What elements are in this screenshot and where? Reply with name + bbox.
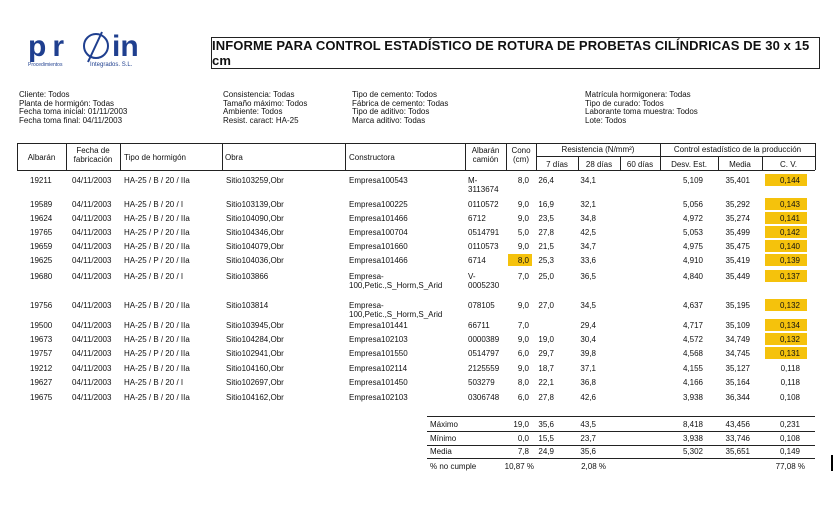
cell-tipo: HA-25 / B / 20 / IIa (124, 393, 190, 402)
cell-7dias: 25,0 (538, 272, 554, 281)
cell-cono: 8,0 (517, 256, 529, 265)
filter-text: Cliente: Todos (19, 90, 70, 99)
cell-camion: 0000389 (468, 335, 500, 344)
cell-28dias: 34,8 (580, 214, 596, 223)
company-logo (28, 28, 168, 78)
filter-group-2 (223, 91, 307, 125)
cell-albaran: 19765 (30, 228, 53, 237)
summary-7dias: 24,9 (538, 447, 554, 456)
cell-media: 35,292 (725, 200, 750, 209)
column-header-albaran_camion: Albarán camión (471, 146, 500, 164)
cell-fecha: 04/11/2003 (72, 301, 112, 310)
cell-obra: Sitio104090,Obr (226, 214, 284, 223)
cell-obra: Sitio104284,Obr (226, 335, 284, 344)
cell-desv: 4,910 (682, 256, 703, 265)
cell-cv: 0,132 (779, 301, 800, 310)
cell-constructora: Empresa101660 (349, 242, 408, 251)
filter-text: Marca aditivo: Todas (352, 115, 426, 125)
filter-text: Tipo de curado: Todos (585, 98, 664, 108)
cell-obra: Sitio102697,Obr (226, 378, 284, 387)
cell-camion: V- 0005230 (468, 272, 500, 290)
cell-cono: 6,0 (517, 393, 529, 402)
table-rule (427, 416, 815, 417)
cell-tipo: HA-25 / B / 20 / I (124, 200, 184, 209)
cell-tipo: HA-25 / B / 20 / I (124, 378, 184, 387)
cell-media: 34,749 (725, 335, 750, 344)
report-title-text: INFORME PARA CONTROL ESTADÍSTICO DE ROTURA DE PROBETAS CILÍNDRICAS DE 30 x 15 cm (212, 38, 810, 68)
cell-7dias: 21,5 (538, 242, 554, 251)
cell-cono: 7,0 (517, 272, 529, 281)
cell-constructora: Empresa102114 (349, 364, 408, 373)
cell-media: 35,419 (725, 256, 750, 265)
cell-fecha: 04/11/2003 (72, 364, 112, 373)
cell-cv: 0,142 (779, 228, 800, 237)
cell-tipo: HA-25 / B / 20 / IIa (124, 214, 190, 223)
cell-fecha: 04/11/2003 (72, 335, 112, 344)
cell-constructora: Empresa100225 (349, 200, 408, 209)
cell-cono: 9,0 (517, 364, 529, 373)
cell-camion: 2125559 (468, 364, 500, 373)
summary-28dias: 35,6 (580, 447, 596, 456)
cell-cv: 0,118 (780, 378, 800, 387)
cell-tipo: HA-25 / P / 20 / IIa (124, 256, 190, 265)
cell-cv: 0,134 (779, 321, 800, 330)
cell-28dias: 34,1 (580, 176, 596, 185)
summary-cono: 19,0 (513, 420, 529, 429)
svg-text:in: in (112, 30, 139, 63)
cell-obra: Sitio104346,Obr (226, 228, 284, 237)
cell-tipo: HA-25 / B / 20 / IIa (124, 176, 190, 185)
cell-camion: 66711 (468, 321, 490, 330)
cell-camion: 0110573 (468, 242, 499, 251)
table-rule (17, 170, 815, 171)
cell-tipo: HA-25 / B / 20 / IIa (124, 364, 190, 373)
report-title (211, 37, 820, 69)
column-header-resistencia: Resistencia (N/mm²) (561, 145, 635, 154)
cell-tipo: HA-25 / B / 20 / IIa (124, 301, 190, 310)
filter-text: Resist. caract: HA-25 (223, 115, 299, 125)
cell-desv: 4,166 (682, 378, 703, 387)
cell-28dias: 42,5 (580, 228, 596, 237)
cell-cono: 5,0 (517, 228, 529, 237)
cell-cv: 0,139 (779, 256, 800, 265)
table-rule (427, 431, 815, 432)
cell-tipo: HA-25 / B / 20 / I (124, 272, 184, 281)
table-rule (17, 143, 815, 144)
cell-7dias: 29,7 (538, 349, 554, 358)
summary-cono: 7,8 (517, 447, 529, 456)
column-header-control: Control estadístico de la producción (673, 145, 802, 154)
column-header-fecha: Fecha de fabricación (73, 146, 113, 164)
cell-cono: 8,0 (517, 378, 529, 387)
cell-desv: 4,155 (682, 364, 703, 373)
filter-text: Fábrica de cemento: Todas (352, 98, 449, 108)
cell-camion: 0514791 (468, 228, 500, 237)
cell-7dias: 22,1 (538, 378, 554, 387)
cell-28dias: 32,1 (580, 200, 596, 209)
cell-7dias: 19,0 (538, 335, 554, 344)
cell-obra: Sitio103259,Obr (226, 176, 284, 185)
cell-albaran: 19756 (30, 301, 53, 310)
cell-cv: 0,140 (779, 242, 800, 251)
cell-28dias: 34,7 (580, 242, 596, 251)
svg-text:pr: pr (28, 30, 70, 63)
cell-7dias: 27,0 (538, 301, 554, 310)
filter-group-3 (352, 91, 448, 125)
column-header-cono: Cono (cm) (511, 146, 531, 164)
cell-obra: Sitio103139,Obr (226, 200, 284, 209)
cell-media: 35,127 (725, 364, 750, 373)
cell-constructora: Empresa- 100,Petic.,S_Horm,S_Arid (349, 272, 443, 290)
summary-desv: 3,938 (682, 434, 703, 443)
cell-albaran: 19500 (30, 321, 53, 330)
filter-text: Planta de hormigón: Todas (19, 98, 115, 108)
no-cumple-cono: 10,87 % (504, 462, 534, 471)
cell-cono: 8,0 (517, 176, 529, 185)
cell-7dias: 18,7 (538, 364, 554, 373)
column-header-tipo: Tipo de hormigón (124, 153, 186, 162)
summary-cv: 0,149 (779, 447, 800, 456)
summary-media: 33,746 (725, 434, 750, 443)
cell-constructora: Empresa102103 (349, 393, 408, 402)
summary-media: 43,456 (725, 420, 750, 429)
cell-cono: 9,0 (517, 214, 529, 223)
summary-desv: 5,302 (682, 447, 703, 456)
cell-7dias: 27,8 (538, 228, 554, 237)
cell-28dias: 36,8 (580, 378, 596, 387)
cell-7dias: 26,4 (538, 176, 554, 185)
cell-fecha: 04/11/2003 (72, 321, 112, 330)
cell-desv: 4,975 (682, 242, 703, 251)
cell-desv: 3,938 (682, 393, 703, 402)
cell-albaran: 19659 (30, 242, 53, 251)
cell-cono: 9,0 (517, 242, 529, 251)
cell-camion: 0514797 (468, 349, 500, 358)
cell-media: 34,745 (725, 349, 750, 358)
column-divider (815, 143, 816, 170)
cell-desv: 4,717 (682, 321, 703, 330)
cell-cv: 0,143 (779, 200, 800, 209)
cell-camion: M- 3113674 (468, 176, 499, 194)
cell-media: 35,401 (725, 176, 750, 185)
cell-cono: 9,0 (517, 301, 529, 310)
filter-text: Tamaño máximo: Todos (223, 98, 308, 108)
cell-28dias: 37,1 (580, 364, 596, 373)
cell-constructora: Empresa- 100,Petic.,S_Horm,S_Arid (349, 301, 443, 319)
cell-desv: 4,972 (682, 214, 703, 223)
cell-cv: 0,108 (779, 393, 800, 402)
cell-28dias: 36,5 (580, 272, 596, 281)
cell-obra: Sitio103814 (226, 301, 269, 310)
no-cumple-cv: 77,08 % (775, 462, 805, 471)
cell-albaran: 19757 (30, 349, 53, 358)
cell-albaran: 19680 (30, 272, 53, 281)
summary-media: 35,651 (725, 447, 750, 456)
summary-label: Mínimo (430, 434, 457, 443)
cell-constructora: Empresa102103 (349, 335, 408, 344)
cell-albaran: 19212 (30, 364, 53, 373)
cell-cv: 0,137 (779, 272, 800, 281)
cell-constructora: Empresa101450 (349, 378, 408, 387)
column-header-constructora: Constructora (349, 153, 395, 162)
column-header-d60: 60 días (626, 160, 654, 169)
cell-28dias: 33,6 (580, 256, 596, 265)
cell-fecha: 04/11/2003 (72, 214, 112, 223)
no-cumple-28dias: 2,08 % (581, 462, 606, 471)
filter-text: Fecha toma final: 04/11/2003 (19, 115, 123, 125)
filter-text: Ambiente: Todos (223, 107, 283, 117)
cell-7dias: 27,8 (538, 393, 554, 402)
cell-7dias: 16,9 (538, 200, 554, 209)
cell-constructora: Empresa101466 (349, 256, 408, 265)
summary-7dias: 15,5 (538, 434, 554, 443)
cell-desv: 4,568 (682, 349, 703, 358)
cell-constructora: Empresa101441 (349, 321, 408, 330)
filter-text: Lote: Todos (585, 115, 627, 125)
summary-cv: 0,231 (779, 420, 800, 429)
summary-label: Máximo (430, 420, 459, 429)
cell-media: 36,344 (725, 393, 750, 402)
column-header-cv: C. V. (779, 160, 798, 169)
column-header-media: Media (729, 160, 751, 169)
cell-desv: 5,109 (682, 176, 703, 185)
cell-fecha: 04/11/2003 (72, 393, 112, 402)
filter-text: Consistencia: Todas (223, 90, 295, 99)
cell-desv: 4,637 (682, 301, 703, 310)
filter-text: Laborante toma muestra: Todos (585, 107, 698, 117)
cell-28dias: 39,8 (580, 349, 596, 358)
filter-group-1 (19, 91, 127, 125)
filter-text: Tipo de aditivo: Todos (352, 107, 430, 117)
cell-desv: 5,056 (682, 200, 703, 209)
table-rule (427, 458, 815, 459)
column-header-desv: Desv. Est. (671, 160, 707, 169)
cell-camion: 0110572 (468, 200, 499, 209)
cell-28dias: 34,5 (580, 301, 596, 310)
logo-sub-left: Procedimientos (28, 62, 63, 68)
column-header-albaran: Albarán (27, 153, 56, 162)
cell-fecha: 04/11/2003 (72, 378, 112, 387)
cell-cv: 0,144 (779, 176, 800, 185)
summary-28dias: 23,7 (580, 434, 596, 443)
cell-camion: 6712 (468, 214, 486, 223)
summary-label: Media (430, 447, 452, 456)
summary-desv: 8,418 (682, 420, 703, 429)
cell-media: 35,499 (725, 228, 750, 237)
cell-cono: 9,0 (517, 335, 529, 344)
cell-7dias: 23,5 (538, 214, 554, 223)
cell-albaran: 19627 (30, 378, 53, 387)
cell-media: 35,475 (725, 242, 750, 251)
cell-tipo: HA-25 / P / 20 / IIa (124, 349, 190, 358)
cell-camion: 6714 (468, 256, 486, 265)
cell-media: 35,274 (725, 214, 750, 223)
column-header-d7: 7 días (546, 160, 568, 169)
cell-cv: 0,141 (779, 214, 800, 223)
cell-tipo: HA-25 / B / 20 / IIa (124, 335, 190, 344)
filter-text: Matrícula hormigonera: Todas (585, 90, 691, 99)
cell-28dias: 30,4 (580, 335, 596, 344)
cell-fecha: 04/11/2003 (72, 349, 112, 358)
cell-albaran: 19625 (30, 256, 53, 265)
no-cumple-label: % no cumple (430, 462, 477, 471)
cell-camion: 078105 (468, 301, 495, 310)
column-header-d28: 28 días (585, 160, 613, 169)
cell-obra: Sitio104162,Obr (226, 393, 284, 402)
cell-camion: 503279 (468, 378, 495, 387)
cell-desv: 4,572 (682, 335, 703, 344)
table-rule (536, 156, 660, 157)
cell-media: 35,195 (725, 301, 750, 310)
cell-fecha: 04/11/2003 (72, 200, 112, 209)
cell-media: 35,449 (725, 272, 750, 281)
table-rule (427, 445, 815, 446)
cell-cono: 7,0 (517, 321, 529, 330)
cell-fecha: 04/11/2003 (72, 176, 112, 185)
cell-fecha: 04/11/2003 (72, 256, 112, 265)
summary-7dias: 35,6 (538, 420, 554, 429)
cell-constructora: Empresa100704 (349, 228, 408, 237)
cell-obra: Sitio104160,Obr (226, 364, 284, 373)
cell-albaran: 19673 (30, 335, 53, 344)
table-rule (660, 156, 815, 157)
cell-28dias: 42,6 (580, 393, 596, 402)
cell-tipo: HA-25 / P / 20 / IIa (124, 228, 190, 237)
summary-cono: 0,0 (517, 434, 529, 443)
column-header-obra: Obra (225, 153, 243, 162)
cell-desv: 5,053 (682, 228, 703, 237)
cell-media: 35,164 (725, 378, 750, 387)
cell-constructora: Empresa100543 (349, 176, 408, 185)
cell-obra: Sitio103866 (226, 272, 269, 281)
summary-cv: 0,108 (779, 434, 800, 443)
side-marker (831, 455, 833, 471)
cell-desv: 4,840 (682, 272, 703, 281)
cell-albaran: 19211 (30, 176, 52, 185)
cell-media: 35,109 (725, 321, 750, 330)
cell-28dias: 29,4 (580, 321, 596, 330)
cell-albaran: 19675 (30, 393, 53, 402)
filter-text: Fecha toma inicial: 01/11/2003 (19, 107, 128, 117)
cell-albaran: 19589 (30, 200, 53, 209)
cell-constructora: Empresa101466 (349, 214, 408, 223)
logo-sub-right: Integrados. S.L. (90, 62, 133, 68)
cell-fecha: 04/11/2003 (72, 272, 112, 281)
cell-cono: 9,0 (517, 200, 529, 209)
cell-camion: 0306748 (468, 393, 500, 402)
filter-text: Tipo de cemento: Todos (352, 90, 437, 99)
cell-cono: 6,0 (517, 349, 529, 358)
cell-tipo: HA-25 / B / 20 / IIa (124, 242, 190, 251)
filter-group-4 (585, 91, 698, 125)
cell-cv: 0,132 (779, 335, 800, 344)
cell-fecha: 04/11/2003 (72, 242, 112, 251)
cell-cv: 0,131 (779, 349, 800, 358)
summary-28dias: 43,5 (580, 420, 596, 429)
cell-fecha: 04/11/2003 (72, 228, 112, 237)
cell-obra: Sitio104079,Obr (226, 242, 284, 251)
cell-obra: Sitio104036,Obr (226, 256, 284, 265)
cell-obra: Sitio103945,Obr (226, 321, 284, 330)
cell-constructora: Empresa101550 (349, 349, 408, 358)
cell-albaran: 19624 (30, 214, 53, 223)
cell-obra: Sitio102941,Obr (226, 349, 284, 358)
cell-7dias: 25,3 (538, 256, 554, 265)
cell-cv: 0,118 (780, 364, 800, 373)
cell-tipo: HA-25 / B / 20 / IIa (124, 321, 190, 330)
